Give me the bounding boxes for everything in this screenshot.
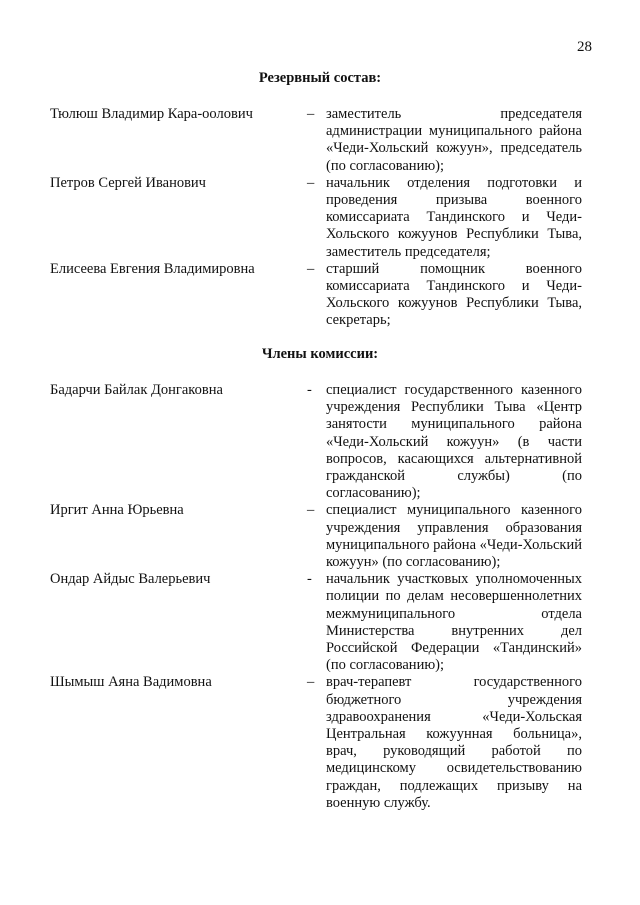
reserve-list: [50, 106, 582, 330]
member-name: Елисеева Евгения Владимировна: [50, 260, 255, 277]
members-heading: Члены комиссии:: [261, 346, 379, 362]
member-name: Тюлюш Владимир Кара-оолович: [50, 106, 253, 122]
member-role: специалист муниципального казенного учреждения управления образования муниципального района «Чеди-Хольский кожуун» (по согласованию);: [326, 502, 582, 571]
member-role: врач-терапевт государственного бюджетного учреждения здравоохранения «Чеди-Хольская Центральная кожуунная больница», врач, руководящий работой по медицинскому освидетельствованию граждан, подлежащих призыву на военную службу.: [326, 674, 582, 811]
member-role: заместитель председателя администрации муниципального района «Чеди-Хольский кожуун», председатель (по согласованию);: [326, 106, 582, 174]
dash-separator: –: [307, 502, 315, 519]
member-role: специалист государственного казенного учреждения Республики Тыва «Центр занятости муниципального района «Чеди-Хольский кожуун» (в части вопросов, касающихся альтернативной гражданской службы) (по согласованию);: [326, 382, 582, 502]
member-role: начальник участковых уполномоченных полиции по делам несовершеннолетних межмуниципального отдела Министерства внутренних дел Российской Федерации «Тандинский» (по согласованию);: [326, 571, 582, 674]
dash-separator: –: [307, 674, 315, 691]
list-item: [50, 106, 582, 175]
reserve-heading: Резервный состав:: [258, 70, 382, 86]
dash-separator: -: [307, 382, 312, 398]
list-item: [50, 502, 582, 571]
dash-separator: –: [307, 106, 315, 122]
member-role: начальник отделения подготовки и проведения призыва военного комиссариата Тандинского и Чеди-Хольского кожуунов Республики Тыва, заместитель председателя;: [326, 174, 582, 260]
member-name: Ондар Айдыс Валерьевич: [50, 571, 211, 588]
dash-separator: –: [307, 174, 315, 191]
list-item: [50, 382, 582, 502]
dash-separator: -: [307, 571, 312, 588]
dash-separator: –: [307, 260, 315, 277]
page-number: 28: [577, 39, 592, 55]
list-item: [50, 571, 582, 674]
member-role: старший помощник военного комиссариата Тандинского и Чеди-Хольского кожуунов Республики Тыва, секретарь;: [326, 260, 582, 329]
members-list: [50, 382, 582, 812]
member-name: Петров Сергей Иванович: [50, 174, 206, 191]
list-item: [50, 261, 582, 330]
member-name: Шымыш Аяна Вадимовна: [50, 674, 212, 691]
member-name: Иргит Анна Юрьевна: [50, 502, 184, 519]
list-item: [50, 175, 582, 261]
member-name: Бадарчи Байлак Донгаковна: [50, 382, 223, 398]
list-item: [50, 674, 582, 812]
